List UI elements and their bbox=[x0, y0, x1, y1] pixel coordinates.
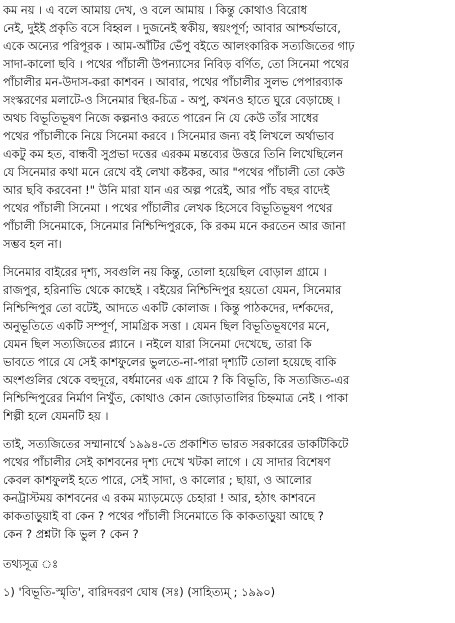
text-line: পথের পাঁচালীকে নিয়ে সিনেমা করবে । সিনেমার জন্য বই লিখলে অর্থাভাব bbox=[3, 129, 334, 143]
text-line: একটু কম হত, বান্ধবী সুপ্রভা দত্তের এরকম মন্তব্যের উত্তরে তিনি লিখেছিলেন bbox=[3, 147, 343, 161]
text-line: নেই, দুইই প্রকৃতি বসে বিহ্বল । দুজনেই স্বকীয়, স্বয়ংপূর্ণ; আবার আশ্চর্যভাবে, bbox=[3, 21, 341, 35]
paragraph-spacer bbox=[3, 253, 452, 263]
text-line: সিনেমার বাইরের দৃশ্য, সবগুলি নয় কিন্তু, তোলা হয়েছিল বোড়াল গ্রামে । bbox=[3, 265, 327, 279]
text-line: শিল্পী হলে যেমনটি হয় । bbox=[3, 409, 109, 423]
text-line: নিশ্চিন্দিপুরের নির্মাণ নিখুঁত, কোথাও কোন জোড়াতালির চিহ্নমাত্র নেই । পাকা bbox=[3, 391, 349, 405]
text-line: কম নয় । এ বলে আমায় দেখ, ও বলে আমায় । কিন্তু কোথাও বিরোধ bbox=[3, 3, 307, 17]
text-line: অথচ বিভূতিভূষণ নিজে কল্পনাও করতে পারেন নি যে কেউ তাঁর সাধের bbox=[3, 111, 319, 125]
text-line: ভাবতে পারে যে সেই কাশফুলের ভুলতে-না-পারা দৃশ্যটি তোলা হয়েছে বাকি bbox=[3, 355, 337, 369]
text-line: একে অন্যের পরিপূরক । আম-আঁটির ভেঁপু বইতে আলংকারিক সত্যজিতের গাঢ় bbox=[3, 39, 355, 53]
text-line: আর ছবি করবেনা !" উনি মারা যান এর অল্প পরেই, আর পাঁচ বছর বাদেই bbox=[3, 183, 330, 197]
sources-heading: তথ্যসূত্র ঃ bbox=[3, 557, 59, 571]
paragraph-1 bbox=[3, 1, 452, 253]
text-line: পাঁচালী সিনেমাকে, সিনেমার নিশ্চিন্দিপুরকে, কি রকম মনে করতেন আর জানা bbox=[3, 219, 346, 233]
text-line: যে সিনেমার কথা মনে রেখে বই লেখা কষ্টকর, আর "পথের পাঁচালী তো কেউ bbox=[3, 165, 345, 179]
text-line: সংস্করণের মলাটে-ও সিনেমার স্থির-চিত্র - অপু, কখনও হাতে ঘুরে বেড়াচ্ছে । bbox=[3, 93, 341, 107]
paragraph-2 bbox=[3, 263, 452, 425]
text-line: সম্ভব হল না। bbox=[3, 237, 62, 251]
text-line: কেন ? প্রশ্নটা কি ভুল ? কেন ? bbox=[3, 527, 139, 541]
text-line: সাদা-কালো ছবি । পথের পাঁচালী উপন্যাসের নিবিড় বর্ণিত, তো সিনেমা পথের bbox=[3, 57, 349, 71]
section-spacer bbox=[3, 573, 452, 583]
text-line: পথের পাঁচালী সিনেমা । পথের পাঁচালীর লেখক হিসেবে বিভূতিভূষণ পথের bbox=[3, 201, 333, 215]
text-line: কাকতাড়ুয়াই বা কেন ? পথের পাঁচালী সিনেমাতে কি কাকতাড়ুয়া আছে ? bbox=[3, 509, 324, 523]
paragraph-3 bbox=[3, 435, 452, 543]
text-line: পাঁচালীর মন-উদাস-করা কাশবন । আবার, পথের পাঁচালীর সুলভ পেপারব্যাক bbox=[3, 75, 343, 89]
paragraph-spacer bbox=[3, 425, 452, 435]
text-line: কনট্রাস্টময় কাশবনের এ রকম ম্যাড়মেড়ে চেহারা ! আর, হঠাৎ কাশবনে bbox=[3, 491, 316, 505]
source-item: ১) 'বিভূতি-স্মৃতি', বারিদবরণ ঘোষ (সঃ) (সাহিত্যম্ ; ১৯৯০) bbox=[3, 585, 276, 599]
text-line: রাজপুর, হরিনাভি থেকে কাছেই । বইয়ের নিশ্চিন্দিপুর হয়তো যেমন, সিনেমার bbox=[3, 283, 342, 297]
text-line: অনুভূতিতে একটি সম্পূর্ণ, সামগ্রিক সত্তা । যেমন ছিল বিভূতিভূষণের মনে, bbox=[3, 319, 330, 333]
text-line: নিশ্চিন্দিপুর তো বটেই, আদতে একটি কোলাজ । কিন্তু পাঠকদের, দর্শকদের, bbox=[3, 301, 334, 315]
sources-section bbox=[3, 555, 452, 601]
text-line: তাই, সত্যজিতের সম্মানার্থে ১৯৯৪-তে প্রকাশিত ভারত সরকারের ডাকটিকিটে bbox=[3, 437, 349, 451]
text-line: যেমন ছিল সত্যজিতের প্ল্যানে । নইলে যারা সিনেমা দেখেছে, তারা কি bbox=[3, 337, 312, 351]
section-spacer bbox=[3, 543, 452, 555]
text-line: কেবল কাশফুলই হতে পারে, সেই সাদা, ও কালোর ; ছায়া, ও আলোর bbox=[3, 473, 312, 487]
text-line: পথের পাঁচালীর সেই কাশবনের দৃশ্য দেখে খটকা লাগে । যে সাদার বিশেষণ bbox=[3, 455, 331, 469]
text-line: অংশগুলির থেকে বহুদূরে, বর্ধমানের এক গ্রামে ? কি বিভূতি, কি সত্যজিত-এর bbox=[3, 373, 350, 387]
